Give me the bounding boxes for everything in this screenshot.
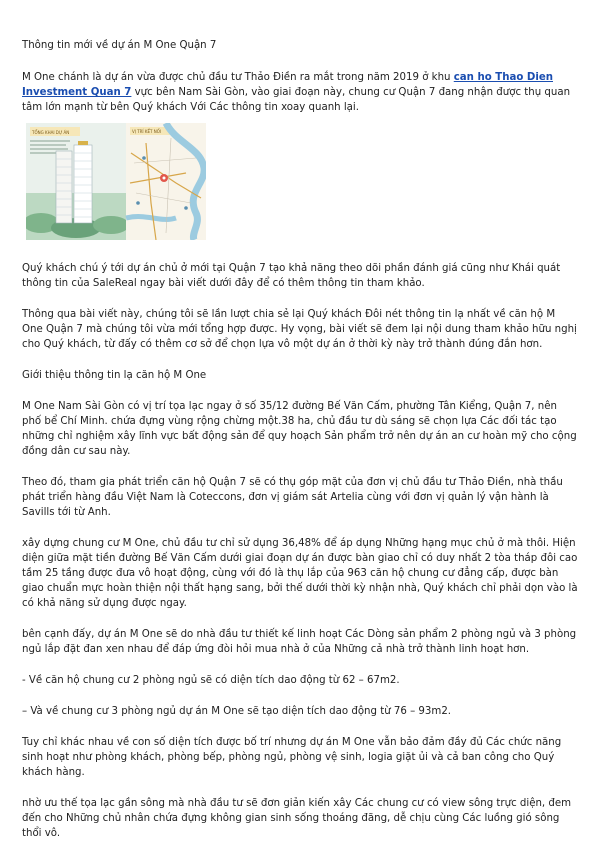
paragraph-4: Theo đó, tham gia phát triển căn hộ Quận 7 sẽ có thụ góp mặt của đơn vị chủ đầu tư Thảo Điền, nhà thầu phát triển hàng đầu Việt Nam là Coteccons, đơn vị giám sát Artelia cùng với đơn vị quản lý vận hành là Savills tới từ Anh. [22,477,563,518]
intro-text-before: M One chánh là dự án vừa được chủ đầu tư Thảo Điền ra mắt trong năm 2019 ở khu [22,72,454,83]
project-image [26,123,206,240]
image-label-left: TỔNG KHAI DỰ ÁN [32,130,70,135]
paragraph-3: M One Nam Sài Gòn có vị trí tọa lạc ngay ở số 35/12 đường Bế Văn Cấm, phường Tân Kiểng, Quận 7, nên phố bể Chí Minh. chứa đựng vùng rộng chừng một.38 ha, chủ đầu tư dù sáng sẽ chọn lựa Các đối tác tạo những chỉ nghiệm xây lĩnh vực bất động sản để quy hoạch Sản phẩm trở nên dự án an cư hoàn mỹ cho cộng đồng dân cư sau này. [22,401,577,457]
article [22,38,578,841]
paragraph-10: nhờ ưu thế tọa lạc gần sông mà nhà đầu tư sẽ đơn giản kiến xây Các chung cư có view sông trực diện, đem đến cho Những chủ nhân chứa đựng không gian sinh sống thoáng đãng, dễ chịu cùng Các luồng gió sông thổi vô. [22,798,572,839]
section-heading: Giới thiệu thông tin lạ căn hộ M One [22,370,207,381]
intro-text-after: vực bên Nam Sài Gòn, vào giai đoạn này, chung cư Quận 7 đang nhận được thụ quan tâm lớn mạnh từ bên Quý khách Với Các thông tin xoay quanh lại. [22,87,571,113]
project-link[interactable]: can ho Thao Dien Investment Quan 7 [22,72,553,98]
paragraph-9: Tuy chỉ khác nhau về con số diện tích được bố trí nhưng dự án M One vẫn bảo đảm đầy đủ Các chức năng sinh hoạt như phòng khách, phòng bếp, phòng ngủ, phòng vệ sinh, logia giặt ủi và cả ban công cho Quý khách hàng. [22,737,562,778]
paragraph-2: Thông qua bài viết này, chúng tôi sẽ lần lượt chia sẻ lại Quý khách Đôi nét thông tin lạ nhất về căn hộ M One Quận 7 mà chúng tôi vừa mới tổng hợp được. Hy vọng, bài viết sẽ đem lại nội dung tham khảo hữu nghị cho Quý khách, từ đấy có thêm cơ sở để chọn lựa vô một dự án ở thời kỳ này trở thành đúng đắn hơn. [22,309,577,350]
paragraph-5: xây dựng chung cư M One, chủ đầu tư chỉ sử dụng 36,48% để áp dụng Những hạng mục chủ ở mà thôi. Hiện diện giữa mặt tiền đường Bế Văn Cấm dưới giai đoạn dự án được bàn giao chỉ có duy nhất 2 tòa tháp đôi cao tầm 25 tầng được đưa vô hoạt động, cùng với đó là thụ lắp của 963 căn hộ chung cư đẳng cấp, được bàn giao chuẩn mực hoàn thiện nội thất hạng sang, bởi thế dưới thời kỳ nhận nhà, Quý khách chỉ phải dọn vào là có khả năng sử dụng được ngay. [22,538,578,609]
paragraph-1: Quý khách chú ý tới dự án chủ ở mới tại Quận 7 tạo khả năng theo dõi phần đánh giá cũng như Khái quát thông tin của SaleReal ngay bài viết dưới đây để có thêm thông tin tham khảo. [22,263,561,289]
intro-paragraph [22,70,578,115]
article-title: Thông tin mới về dự án M One Quận 7 [22,40,217,51]
project-illustration [26,123,206,240]
paragraph-8: – Và về chung cư 3 phòng ngủ dự án M One sẽ tạo diện tích dao động từ 76 – 93m2. [22,706,452,717]
paragraph-6: bên cạnh đấy, dự án M One sẽ do nhà đầu tư thiết kế linh hoạt Các Dòng sản phẩm 2 phòng ngủ và 3 phòng ngủ lắp đặt đan xen nhau để đáp ứng đòi hỏi mua nhà ở của Những cả nhà trở thành linh hoạt hơn. [22,629,577,655]
image-label-right: VỊ TRÍ KẾT NỐI [132,129,162,134]
paragraph-7: - Về căn hộ chung cư 2 phòng ngủ sẽ có diện tích dao động từ 62 – 67m2. [22,675,400,686]
